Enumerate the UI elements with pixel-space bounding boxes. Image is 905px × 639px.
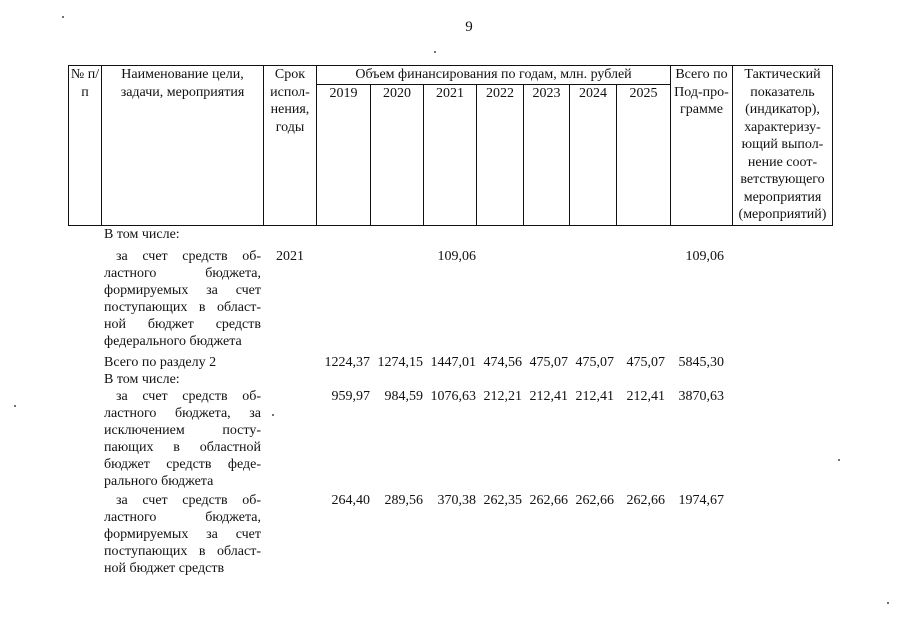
row-description-line: поступающих в област- [104,544,261,559]
row-value-2021: 370,38 [437,493,476,508]
header-funding: Объем финансирования по годам, млн. рублей [317,66,671,85]
row-description [104,226,261,243]
header-number: № п/п [69,66,102,226]
header-year-2019: 2019 [317,84,371,225]
row-description-line: В том числе: [104,372,180,387]
row-value-2023: 212,41 [529,389,568,404]
header-year-2023: 2023 [524,84,570,225]
row-description [104,248,261,350]
header-year-2020: 2020 [371,84,424,225]
row-description [104,354,261,371]
row-description-line: ной бюджет средств [104,561,225,576]
header-year-2022: 2022 [477,84,524,225]
row-value-2020: 1274,15 [377,355,423,370]
row-value-2022: 212,21 [483,389,522,404]
header-name: Наименование цели, задачи, мероприятия [102,66,264,226]
row-value-2023: 475,07 [529,355,568,370]
row-description-line: формируемых за счет [104,527,261,542]
row-total: 1974,67 [678,493,724,508]
header-year-2024: 2024 [570,84,617,225]
row-description-line: за счет средств об- [116,389,261,404]
header-term: Срок испол-нения, годы [264,66,317,226]
row-description-line: исключением посту- [104,423,261,438]
row-total: 5845,30 [678,355,724,370]
row-description-line: ной бюджет средств [104,317,261,332]
row-description-line: федерального бюджета [104,334,242,349]
row-description [104,492,261,577]
row-value-2025: 475,07 [626,355,665,370]
row-description-line: формируемых за счет [104,283,261,298]
row-value-2022: 474,56 [483,355,522,370]
row-description-line: ластного бюджета, [104,266,261,281]
row-value-2023: 262,66 [529,493,568,508]
row-description-line: поступающих в област- [104,300,261,315]
page-number: 9 [465,19,473,35]
row-total: 3870,63 [678,389,724,404]
row-description-line: рального бюджета [104,474,214,489]
row-value-2021: 109,06 [437,249,476,264]
row-value-2019: 1224,37 [324,355,370,370]
row-description-line: ластного бюджета, [104,510,261,525]
header-year-2025: 2025 [617,84,671,225]
header-total: Всего по Под-про-грамме [671,66,733,226]
row-value-2022: 262,35 [483,493,522,508]
row-description-line: за счет средств об- [116,493,261,508]
row-description-line: В том числе: [104,227,180,242]
header-year-2021: 2021 [424,84,477,225]
funding-table-header [68,65,833,226]
row-description-line: ластного бюджета, за [104,406,261,421]
row-value-2020: 984,59 [384,389,423,404]
row-value-2021: 1447,01 [430,355,476,370]
row-total: 109,06 [685,249,724,264]
row-value-2019: 959,97 [331,389,370,404]
row-value-2020: 289,56 [384,493,423,508]
header-indicator: Тактический показатель (индикатор), характеризу-ющий выпол-нение соот-ветствующего мероприятия (мероприятий) [733,66,833,226]
row-value-2025: 212,41 [626,389,665,404]
row-value-2024: 262,66 [575,493,614,508]
row-description [104,388,261,490]
row-description-line: бюджет средств феде- [104,457,261,472]
row-description-line: Всего по разделу 2 [104,355,217,370]
row-value-2024: 212,41 [575,389,614,404]
row-value-2024: 475,07 [575,355,614,370]
row-value-2025: 262,66 [626,493,665,508]
row-description [104,371,261,388]
row-description-line: за счет средств об- [116,249,261,264]
row-term: 2021 [276,249,304,264]
row-value-2019: 264,40 [331,493,370,508]
row-description-line: пающих в областной [104,440,261,455]
row-value-2021: 1076,63 [430,389,476,404]
